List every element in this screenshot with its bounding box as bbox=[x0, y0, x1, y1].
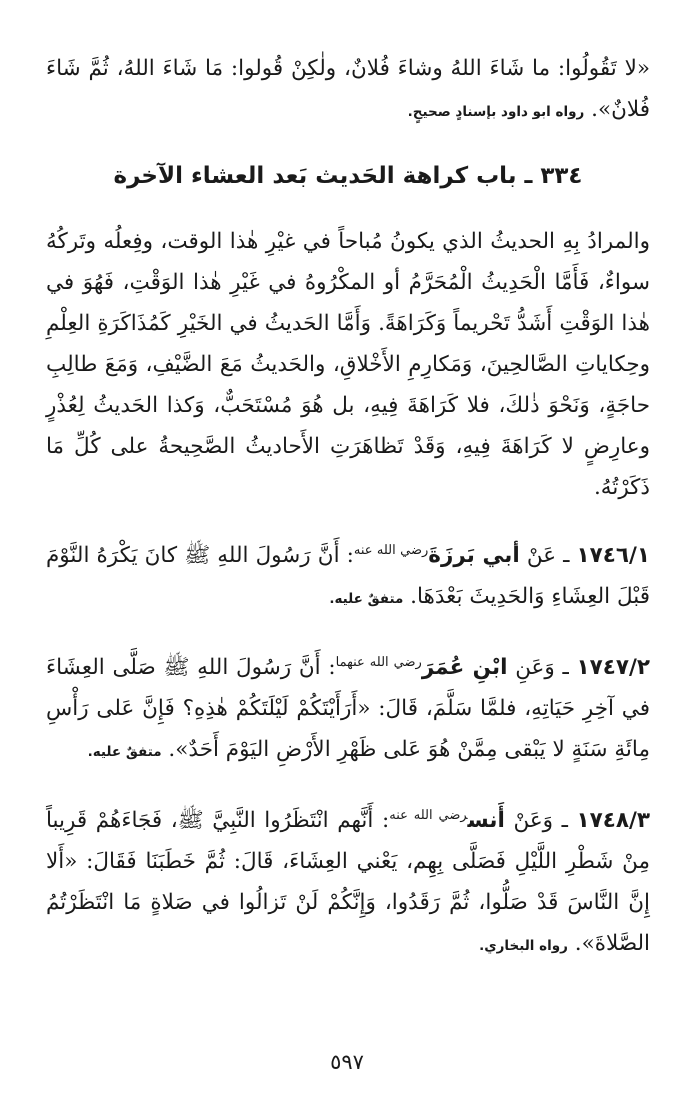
hadith-text: : أَنَّهم انْتَظَرُوا النَّبِيَّ ﷺ، فَجَاءَهُمْ قَرِيباً مِنْ شَطْرِ اللَّيْلِ فَصَلَّى بِهِم، يَعْني العِشَاءَ، قَالَ: ثُمَّ خَطَبَنَا فَقَالَ: «أَلا إِنَّ النَّاسَ قَدْ صَلُّوا، ثُمَّ رَقَدُوا، وَإِنَّكُمْ لَنْ تَزالُوا في صَلاةٍ مَا انْتَظَرْتُمُ الصَّلاةَ». bbox=[46, 808, 650, 957]
hadith-source: رواه البخاري. bbox=[479, 938, 568, 955]
intro-text: «لا تَقُولُوا: ما شَاءَ اللهُ وشاءَ فُلانٌ، ولٰكِنْ قُولوا: مَا شَاءَ اللهُ، ثُمَّ شَاءَ فُلانٌ». bbox=[46, 56, 650, 122]
intro-source: رواه ابو داود بإسنادٍ صحيحٍ. bbox=[407, 104, 585, 120]
honorific-glyph: رضي الله عنهما bbox=[335, 655, 422, 671]
hadith-2 bbox=[46, 642, 650, 773]
hadith-lead: ـ عَنْ bbox=[526, 543, 570, 569]
hadith-3 bbox=[46, 795, 650, 967]
honorific-glyph: رضي الله عنه bbox=[389, 808, 468, 824]
honorific-glyph: رضي الله عنه bbox=[353, 543, 429, 558]
hadith-number: ١٧٤٨/٣ bbox=[576, 808, 650, 834]
hadith-text: : أَنَّ رَسُولَ اللهِ ﷺ صَلَّى العِشَاءَ في آخِرِ حَيَاتِهِ، فلمَّا سَلَّمَ، قَالَ: «أَرَأَيْتَكُمْ لَيْلَتَكُمْ هٰذِهِ؟ فَإِنَّ عَلى رَأْسِ مِائَةِ سَنَةٍ لا يَبْقى مِمَّنْ هُوَ عَلى ظَهْرِ الأَرْضِ اليَوْمَ أَحَدٌ». bbox=[46, 655, 650, 763]
hadith-number: ١٧٤٦/١ bbox=[576, 543, 650, 569]
chapter-body: والمرادُ بِهِ الحديثُ الذي يكونُ مُباحاً في غيْرِ هٰذا الوقت، وفِعلُه وتَركُهُ سواءٌ، فَأَمَّا الْحَدِيثُ الْمُحَرَّمُ أو المكْرُوهُ في غَيْرِ هٰذا الوَقْتِ، فَهُوَ في هٰذا الوَقْتِ أَشَدُّ تَحْريماً وَكَرَاهَةً. وَأَمَّا الحَديثُ في الخَيْرِ كَمُذَاكَرَةِ العِلْمِ وحِكاياتِ الصَّالحِينَ، وَمَكارِمِ الأَخْلاقِ، والحَديثُ مَعَ الضَّيْفِ، وَمَعَ طالِبِ حاجَةٍ، وَنَحْوَ ذٰلكَ، فلا كَرَاهَةَ فِيهِ، بل هُوَ مُسْتَحَبٌّ، وَكذا الحَديثُ لِعُذْرٍ وعارِضٍ لا كَرَاهَةَ فِيهِ، وَقَدْ تَظاهَرَتِ الأَحاديثُ الصَّحِيحةُ على كُلِّ مَا ذَكَرْتُهُ. bbox=[46, 229, 650, 500]
hadith-1 bbox=[46, 530, 650, 620]
intro-paragraph bbox=[46, 48, 650, 133]
hadith-source: متفقٌ عليه. bbox=[329, 591, 404, 608]
hadith-narrator: ابْنِ عُمَرَ bbox=[421, 655, 508, 681]
hadith-lead: ـ وَعَنِ bbox=[515, 655, 569, 681]
chapter-title: ٣٣٤ ـ باب كراهة الحَديث بَعد العشاء الآخرة bbox=[113, 163, 583, 189]
hadith-source: متفقٌ عليه. bbox=[87, 744, 162, 761]
hadith-narrator: أَنس bbox=[467, 808, 505, 834]
page-number: ٥٩٧ bbox=[330, 1050, 364, 1074]
hadith-text: : أَنَّ رَسُولَ اللهِ ﷺ كانَ يَكْرَهُ النَّوْمَ قَبْلَ العِشَاءِ وَالحَدِيثَ بَعْدَهَا. bbox=[46, 543, 650, 610]
hadith-narrator: أبي بَرزَةَ bbox=[428, 543, 520, 569]
hadith-number: ١٧٤٧/٢ bbox=[576, 655, 650, 681]
hadith-lead: ـ وَعَنْ bbox=[513, 808, 568, 834]
